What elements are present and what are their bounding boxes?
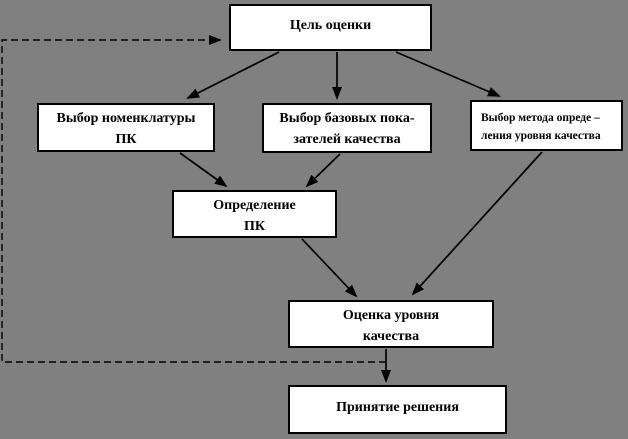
box-method-label-line2: ления уровня качества xyxy=(481,130,601,142)
box-baseline-label-line1: Выбор базовых пока- xyxy=(279,111,415,126)
arrow-definition-to-assessment xyxy=(302,239,356,296)
box-baseline-label-line2: зателей качества xyxy=(293,132,401,147)
box-definition-label-line1: Определение xyxy=(213,198,296,213)
flowchart-box-definition xyxy=(172,190,337,238)
box-nomenclature-label-line1: Выбор номенклатуры xyxy=(56,111,196,126)
arrow-method-to-assessment xyxy=(413,152,542,294)
flowchart-box-baseline-indicators xyxy=(262,103,432,153)
box-goal-label: Цель оценки xyxy=(289,18,372,33)
box-definition-label-line2: ПК xyxy=(243,219,266,234)
arrow-goal-to-method xyxy=(396,52,499,96)
flowchart-box-method xyxy=(470,100,623,151)
box-decision-label: Принятие решения xyxy=(336,400,459,415)
box-method-label-line1: Выбор метода опреде – xyxy=(481,112,600,124)
flowchart-box-goal xyxy=(229,4,432,51)
arrow-baseline-to-definition xyxy=(307,154,340,186)
box-nomenclature-label-line2: ПК xyxy=(115,132,137,147)
box-assessment-label-line2: качества xyxy=(362,329,420,344)
flowchart-box-nomenclature xyxy=(37,103,215,152)
flowchart-box-assessment xyxy=(288,300,494,348)
arrow-nomenclature-to-definition xyxy=(180,153,226,186)
flowchart-box-decision xyxy=(288,385,507,434)
arrow-goal-to-nomenclature xyxy=(188,52,279,98)
box-assessment-label-line1: Оценка уровня xyxy=(342,308,440,323)
